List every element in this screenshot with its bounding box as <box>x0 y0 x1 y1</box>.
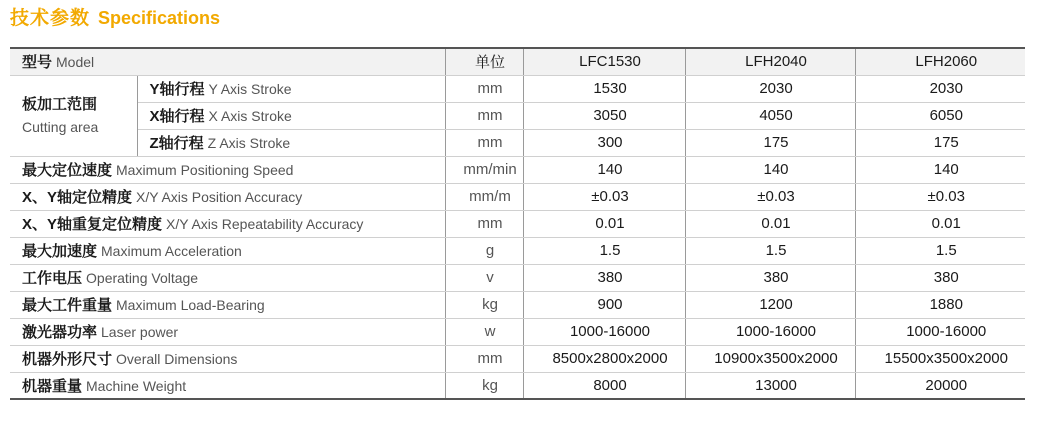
title-en: Specifications <box>98 8 221 28</box>
row-value-3: 0.01 <box>855 210 1025 237</box>
row-value-1: 300 <box>523 129 685 156</box>
header-model-en: Model <box>56 54 95 71</box>
row-unit: v <box>445 264 523 291</box>
row-value-2: 10900x3500x2000 <box>685 345 855 372</box>
row-label-en: X/Y Axis Position Accuracy <box>136 189 303 205</box>
row-value-2: 1.5 <box>685 237 855 264</box>
row-value-3: 175 <box>855 129 1025 156</box>
table-row <box>10 102 1025 129</box>
row-value-3: 1880 <box>855 291 1025 318</box>
row-label-cell <box>137 75 445 102</box>
row-label-cell <box>10 372 445 399</box>
row-unit: kg <box>445 291 523 318</box>
header-model-1: LFC1530 <box>523 48 685 75</box>
row-value-3: 15500x3500x2000 <box>855 345 1025 372</box>
row-value-1: 0.01 <box>523 210 685 237</box>
row-value-3: 380 <box>855 264 1025 291</box>
row-unit: w <box>445 318 523 345</box>
row-label-en: Maximum Positioning Speed <box>116 162 294 178</box>
row-label-cell <box>10 210 445 237</box>
row-value-3: 2030 <box>855 75 1025 102</box>
row-label-cn: X、Y轴定位精度 <box>22 189 133 206</box>
row-value-2: 13000 <box>685 372 855 399</box>
row-value-1: 1000-16000 <box>523 318 685 345</box>
row-label-cn: 机器重量 <box>22 377 83 395</box>
row-label-cell <box>10 237 445 264</box>
row-value-1: 8000 <box>523 372 685 399</box>
row-label-cell <box>10 291 445 318</box>
table-row <box>10 237 1025 264</box>
table-header-row <box>10 48 1025 75</box>
cutting-area-group-cell <box>10 75 137 156</box>
row-value-1: 8500x2800x2000 <box>523 345 685 372</box>
row-value-3: 140 <box>855 156 1025 183</box>
row-value-2: 140 <box>685 156 855 183</box>
row-label-en: Laser power <box>101 324 179 340</box>
row-unit: kg <box>445 372 523 399</box>
row-label-en: Operating Voltage <box>86 270 199 286</box>
row-label-cell <box>10 156 445 183</box>
table-row <box>10 372 1025 399</box>
row-value-1: 900 <box>523 291 685 318</box>
row-label-cell <box>10 264 445 291</box>
row-value-1: 1.5 <box>523 237 685 264</box>
table-row <box>10 129 1025 156</box>
row-value-3: 20000 <box>855 372 1025 399</box>
specifications-table-body <box>10 48 1025 399</box>
row-value-2: 1000-16000 <box>685 318 855 345</box>
row-label-en: Maximum Acceleration <box>101 243 242 259</box>
row-label-en: Z Axis Stroke <box>207 135 291 151</box>
row-label-en: Y Axis Stroke <box>208 81 292 97</box>
table-row <box>10 291 1025 318</box>
specifications-table <box>10 47 1025 400</box>
row-unit: mm <box>445 129 523 156</box>
row-label-en: Overall Dimensions <box>116 351 238 367</box>
table-row <box>10 183 1025 210</box>
row-label-cn: 机器外形尺寸 <box>22 351 113 368</box>
table-row <box>10 318 1025 345</box>
row-value-2: 4050 <box>685 102 855 129</box>
row-value-3: ±0.03 <box>855 183 1025 210</box>
header-model-cell <box>10 48 445 75</box>
table-row <box>10 210 1025 237</box>
row-label-cell <box>10 318 445 345</box>
row-label-en: Maximum Load-Bearing <box>116 297 265 313</box>
row-label-cell <box>137 102 445 129</box>
row-value-2: 1200 <box>685 291 855 318</box>
row-value-1: 140 <box>523 156 685 183</box>
row-value-3: 1.5 <box>855 237 1025 264</box>
row-label-cn: Y轴行程 <box>149 81 205 98</box>
row-label-cn: 最大工件重量 <box>22 297 113 314</box>
header-model-3: LFH2060 <box>855 48 1025 75</box>
cutting-area-label-cn: 板加工范围 <box>22 95 98 113</box>
header-unit: 单位 <box>445 48 523 75</box>
row-unit: mm/m <box>445 183 523 210</box>
row-unit: mm <box>445 210 523 237</box>
row-unit: mm/min <box>445 156 523 183</box>
header-model-2: LFH2040 <box>685 48 855 75</box>
table-row <box>10 264 1025 291</box>
row-label-cell <box>10 345 445 372</box>
row-unit: mm <box>445 345 523 372</box>
row-value-3: 6050 <box>855 102 1025 129</box>
row-value-2: 175 <box>685 129 855 156</box>
row-label-cell <box>137 129 445 156</box>
row-value-2: ±0.03 <box>685 183 855 210</box>
row-value-1: 1530 <box>523 75 685 102</box>
row-value-2: 0.01 <box>685 210 855 237</box>
cutting-area-label-en: Cutting area <box>22 118 99 135</box>
header-model-cn: 型号 <box>22 54 53 72</box>
row-label-en: X Axis Stroke <box>208 108 292 124</box>
row-label-en: Machine Weight <box>86 377 187 394</box>
row-value-1: 3050 <box>523 102 685 129</box>
page-title <box>10 6 220 31</box>
row-value-1: ±0.03 <box>523 183 685 210</box>
row-label-cn: X、Y轴重复定位精度 <box>22 216 163 233</box>
row-value-1: 380 <box>523 264 685 291</box>
table-row <box>10 156 1025 183</box>
row-label-cn: 工作电压 <box>22 270 83 287</box>
table-row <box>10 75 1025 102</box>
row-label-cell <box>10 183 445 210</box>
row-label-cn: 最大加速度 <box>22 243 98 260</box>
row-label-cn: X轴行程 <box>149 108 205 125</box>
table-row <box>10 345 1025 372</box>
row-unit: g <box>445 237 523 264</box>
row-value-3: 1000-16000 <box>855 318 1025 345</box>
row-value-2: 2030 <box>685 75 855 102</box>
row-label-cn: 最大定位速度 <box>22 162 113 179</box>
row-label-cn: Z轴行程 <box>149 135 204 152</box>
row-unit: mm <box>445 102 523 129</box>
row-label-en: X/Y Axis Repeatability Accuracy <box>166 216 364 232</box>
row-value-2: 380 <box>685 264 855 291</box>
title-cn: 技术参数 <box>10 8 91 29</box>
row-unit: mm <box>445 75 523 102</box>
row-label-cn: 激光器功率 <box>22 324 98 341</box>
